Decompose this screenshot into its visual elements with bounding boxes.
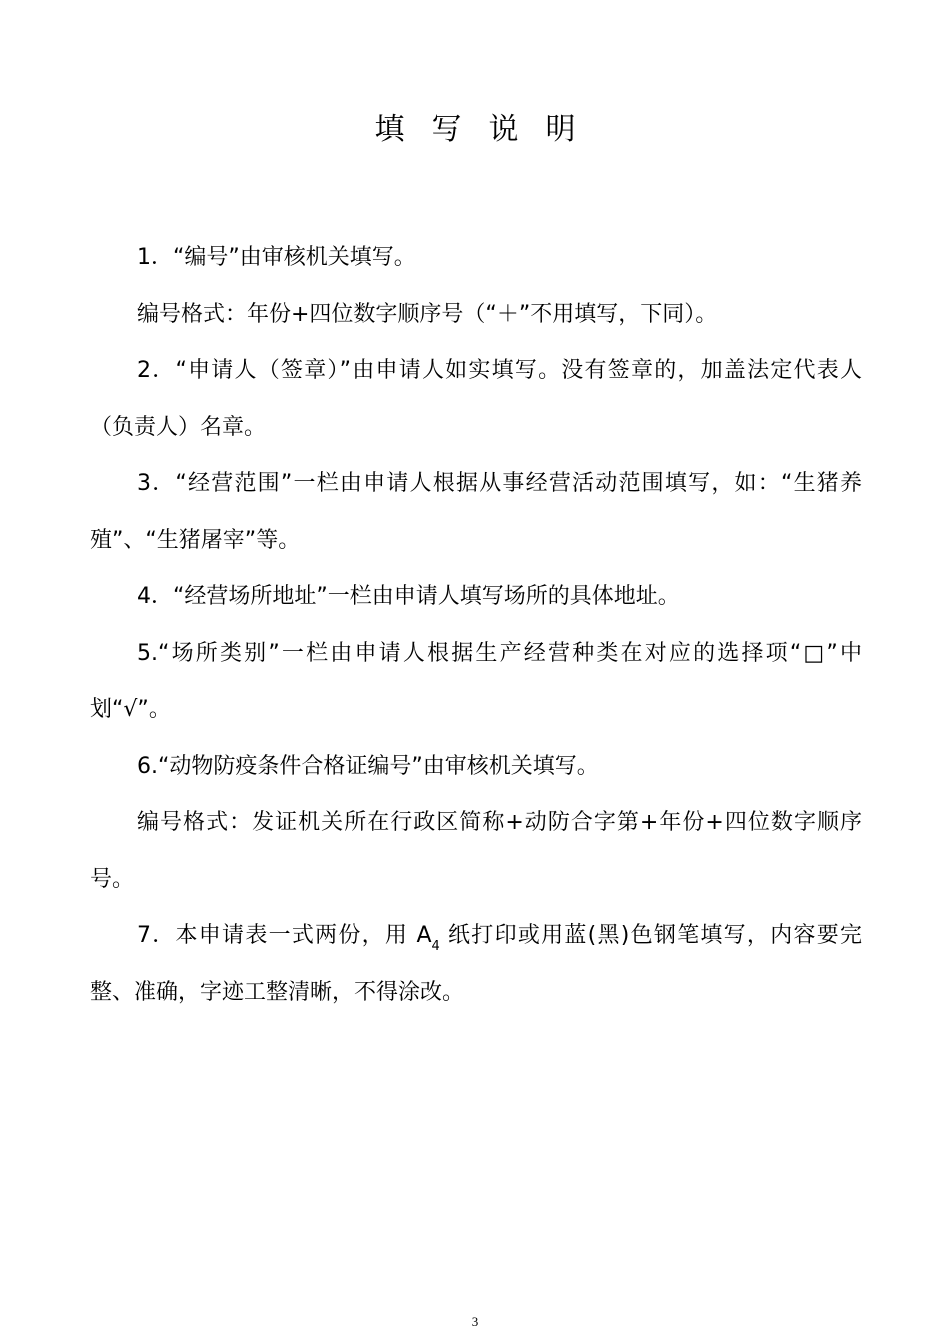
instruction-item-5: 5.“场所类别”一栏由申请人根据生产经营种类在对应的选择项“□”中划“√”。 [90, 640, 862, 722]
instruction-item-7 [90, 908, 862, 1021]
instruction-item-6-format: 编号格式：发证机关所在行政区简称+动防合字第+年份+四位数字顺序号。 [90, 810, 862, 892]
page-number: 3 [471, 1314, 479, 1329]
instruction-item-6: 6.“动物防疫条件合格证编号”由审核机关填写。 [137, 753, 599, 779]
instruction-item-2: 2．“申请人（签章）”由申请人如实填写。没有签章的，加盖法定代表人（负责人）名章。 [90, 358, 862, 440]
paper-size-subscript: 4 [431, 939, 440, 954]
instruction-item-3: 3．“经营范围”一栏由申请人根据从事经营活动范围填写，如：“生猪养殖”、“生猪屠宰”等。 [90, 471, 862, 553]
instruction-item-7-after: 纸打印或用蓝(黑)色钢笔填写，内容要完整、准确，字迹工整清晰，不得涂改。 [90, 923, 862, 1005]
instruction-item-4: 4．“经营场所地址”一栏由申请人填写场所的具体地址。 [137, 584, 680, 609]
instruction-item-1-format: 编号格式：年份+四位数字顺序号（“＋”不用填写，下同）。 [137, 301, 718, 327]
instruction-item-1: 1．“编号”由审核机关填写。 [137, 245, 416, 270]
instructions-body [90, 230, 862, 1021]
instruction-item-7-before: 7．本申请表一式两份，用 A [137, 923, 432, 948]
document-title: 填写说明 [374, 112, 603, 147]
